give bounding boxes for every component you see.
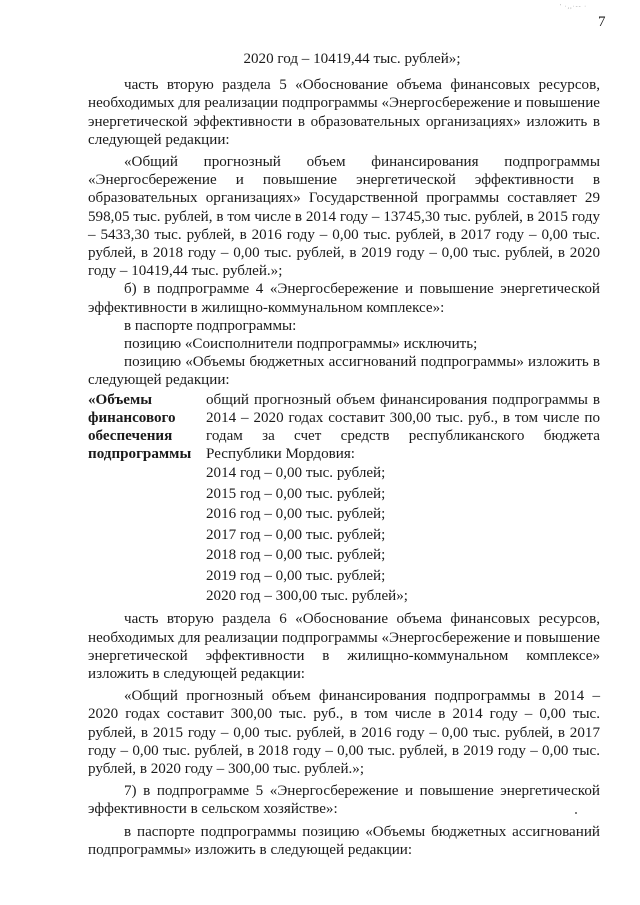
year-line: 2018 год – 0,00 тыс. рублей; — [206, 547, 386, 564]
passport-content — [206, 391, 600, 607]
paragraph-section6-intro: часть вторую раздела 6 «Обоснование объема финансовых ресурсов, необходимых для реализации подпрограммы «Энергосбережение и повышение энергетической эффективности в жилищно-коммунальном комплексе» изложить в следующей редакции: — [88, 611, 600, 682]
document-body — [88, 50, 600, 859]
passport-label: «Объемы финансового обеспечения подпрограммы — [88, 391, 192, 463]
year-line: 2020 год – 300,00 тыс. рублей»; — [206, 587, 408, 604]
year-line: 2017 год – 0,00 тыс. рублей; — [206, 526, 386, 543]
year-line: 2015 год – 0,00 тыс. рублей; — [206, 485, 386, 502]
paragraph-section5-intro: часть вторую раздела 5 «Обоснование объема финансовых ресурсов, необходимых для реализации подпрограммы «Энергосбережение и повышение энергетической эффективности в образовательных организациях» изложить в следующей редакции: — [88, 77, 600, 148]
scan-mark: ' ·,,·-- · — [560, 4, 588, 10]
year-line: 2016 год – 0,00 тыс. рублей; — [206, 506, 386, 523]
year-line: 2019 год – 0,00 тыс. рублей; — [206, 567, 386, 584]
paragraph-subprogram5: 7) в подпрограмме 5 «Энергосбережение и повышение энергетической эффективности в сельском хозяйстве»: — [88, 783, 600, 818]
paragraph-2020-total: 2020 год – 10419,44 тыс. рублей»; — [243, 51, 461, 67]
scan-dot — [575, 812, 577, 814]
paragraph-passport: в паспорте подпрограммы: — [124, 317, 297, 334]
paragraph-coexecutors: позицию «Соисполнители подпрограммы» исключить; — [124, 336, 478, 353]
paragraph-subprogram5-passport: в паспорте подпрограммы позицию «Объемы бюджетных ассигнований подпрограммы» изложить в следующей редакции: — [88, 823, 600, 858]
paragraph-subprogram4: б) в подпрограмме 4 «Энергосбережение и повышение энергетической эффективности в жилищно-коммунальном комплексе»: — [88, 281, 600, 316]
page-number: 7 — [598, 14, 606, 30]
paragraph-section5-text: «Общий прогнозный объем финансирования подпрограммы «Энергосбережение и повышение энергетической эффективности в образовательных организациях» Государственной программы составляет 29 598,05 тыс. рублей, в том числе в 2014 году – 13745,30 тыс. рублей, в 2015 году – 5433,30 тыс. рублей, в 2016 году – 0,00 тыс. рублей, в 2017 году – 0,00 тыс. рублей, в 2018 году – 0,00 тыс. рублей, в 2019 году – 0,00 тыс. рублей, в 2020 году – 10419,44 тыс. рублей.»; — [88, 154, 600, 280]
passport-table — [88, 391, 600, 607]
paragraph-section6-text: «Общий прогнозный объем финансирования подпрограммы в 2014 – 2020 годах составит 300,00 тыс. руб., в том числе в 2014 году – 0,00 тыс. рублей, в 2015 году – 0,00 тыс. рублей, в 2016 году – 0,00 тыс. рублей, в 2017 году – 0,00 тыс. рублей, в 2018 году – 0,00 тыс. рублей, в 2019 году – 0,00 тыс. рублей, в 2020 году – 300,00 тыс. рублей.»; — [88, 688, 600, 777]
paragraph-budget-position: позицию «Объемы бюджетных ассигнований подпрограммы» изложить в следующей редакции: — [88, 354, 600, 389]
passport-text: общий прогнозный объем финансирования подпрограммы в 2014 – 2020 годах составит 300,00 тыс. руб., в том числе по годам за счет средств республиканского бюджета Республики Мордовия: — [206, 391, 600, 463]
year-line: 2014 год – 0,00 тыс. рублей; — [206, 465, 386, 482]
